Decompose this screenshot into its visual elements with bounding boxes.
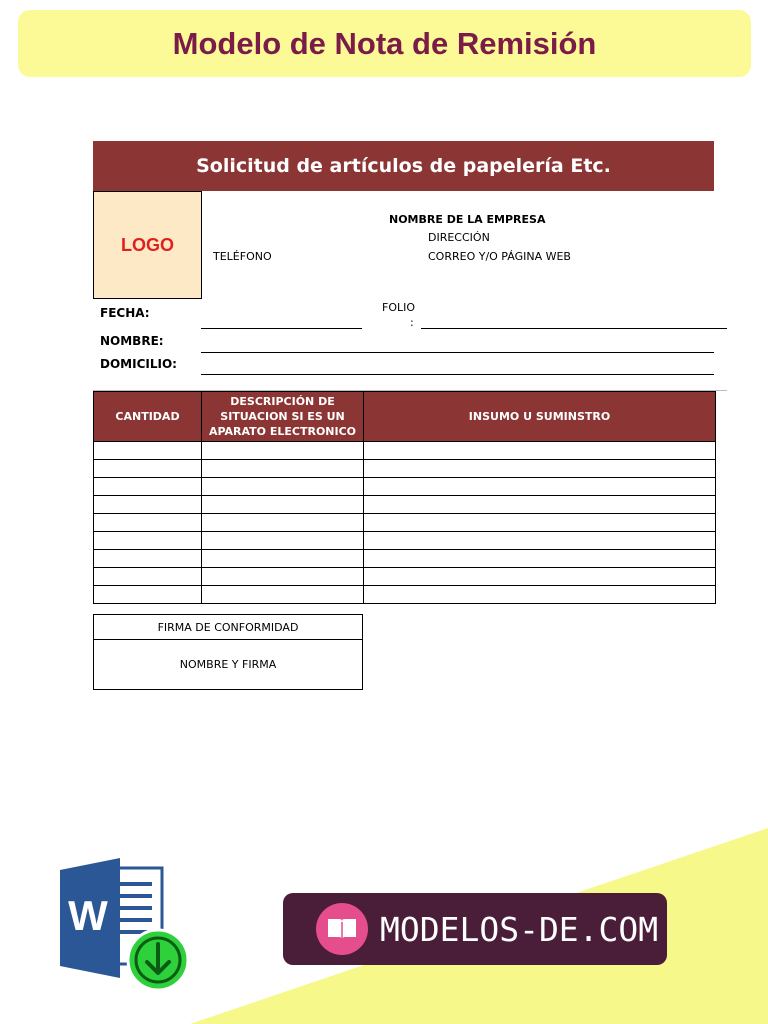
table-cell[interactable]: [364, 442, 716, 460]
table-row: [94, 568, 716, 586]
items-table: [93, 391, 716, 604]
folio-colon: :: [410, 316, 414, 329]
table-cell[interactable]: [202, 442, 364, 460]
table-cell[interactable]: [94, 442, 202, 460]
domicilio-line: [201, 374, 714, 375]
table-row: [94, 460, 716, 478]
table-cell[interactable]: [364, 478, 716, 496]
table-cell[interactable]: [364, 532, 716, 550]
domicilio-label: DOMICILIO:: [100, 357, 177, 371]
fecha-line: [201, 328, 362, 329]
svg-text:W: W: [68, 892, 108, 939]
table-row: [94, 478, 716, 496]
table-cell[interactable]: [94, 478, 202, 496]
page-title: Modelo de Nota de Remisión: [172, 25, 597, 61]
column-header-insumo: INSUMO U SUMINSTRO: [364, 392, 716, 442]
company-address: DIRECCIÓN: [428, 231, 490, 244]
table-cell[interactable]: [364, 514, 716, 532]
table-cell[interactable]: [202, 550, 364, 568]
table-cell[interactable]: [202, 586, 364, 604]
table-cell[interactable]: [94, 532, 202, 550]
folio-label: [382, 300, 415, 330]
company-email-web: CORREO Y/O PÁGINA WEB: [428, 250, 571, 263]
brand-badge[interactable]: [283, 893, 667, 965]
table-row: [94, 550, 716, 568]
signature-title: FIRMA DE CONFORMIDAD: [94, 615, 363, 640]
brand-name: MODELOS-DE.COM: [380, 909, 659, 949]
table-cell[interactable]: [364, 496, 716, 514]
table-row: [94, 496, 716, 514]
table-row: [94, 586, 716, 604]
table-cell[interactable]: [202, 514, 364, 532]
company-name: NOMBRE DE LA EMPRESA: [389, 213, 546, 226]
fecha-label: FECHA:: [100, 306, 150, 320]
table-cell[interactable]: [94, 460, 202, 478]
nombre-label: NOMBRE:: [100, 334, 164, 348]
table-cell[interactable]: [202, 478, 364, 496]
column-header-descripcion: DESCRIPCIÓN DE SITUACION SI ES UN APARATO ELECTRONICO: [202, 392, 364, 442]
document-header: Solicitud de artículos de papelería Etc.: [93, 141, 714, 191]
table-cell[interactable]: [364, 568, 716, 586]
folio-text: FOLIO: [382, 301, 416, 314]
table-row: [94, 442, 716, 460]
signature-name-field: NOMBRE Y FIRMA: [94, 640, 363, 690]
table-row: [94, 532, 716, 550]
table-header-row: [94, 392, 716, 442]
folio-line: [421, 328, 727, 329]
table-cell[interactable]: [202, 496, 364, 514]
table-cell[interactable]: [94, 586, 202, 604]
page-title-banner: [18, 10, 751, 77]
nombre-line: [201, 352, 714, 353]
table-cell[interactable]: [364, 586, 716, 604]
table-cell[interactable]: [94, 514, 202, 532]
table-cell[interactable]: [202, 568, 364, 586]
table-cell[interactable]: [202, 460, 364, 478]
table-cell[interactable]: [202, 532, 364, 550]
table-row: [94, 514, 716, 532]
logo-placeholder: LOGO: [93, 191, 202, 299]
signature-table: [93, 614, 363, 690]
word-download-icon[interactable]: [58, 858, 198, 998]
table-cell[interactable]: [364, 550, 716, 568]
items-table-body: [94, 442, 716, 604]
column-header-cantidad: CANTIDAD: [94, 392, 202, 442]
book-icon: [316, 903, 368, 955]
table-cell[interactable]: [364, 460, 716, 478]
table-cell[interactable]: [94, 550, 202, 568]
table-cell[interactable]: [94, 568, 202, 586]
company-phone: TELÉFONO: [213, 250, 272, 263]
table-cell[interactable]: [94, 496, 202, 514]
